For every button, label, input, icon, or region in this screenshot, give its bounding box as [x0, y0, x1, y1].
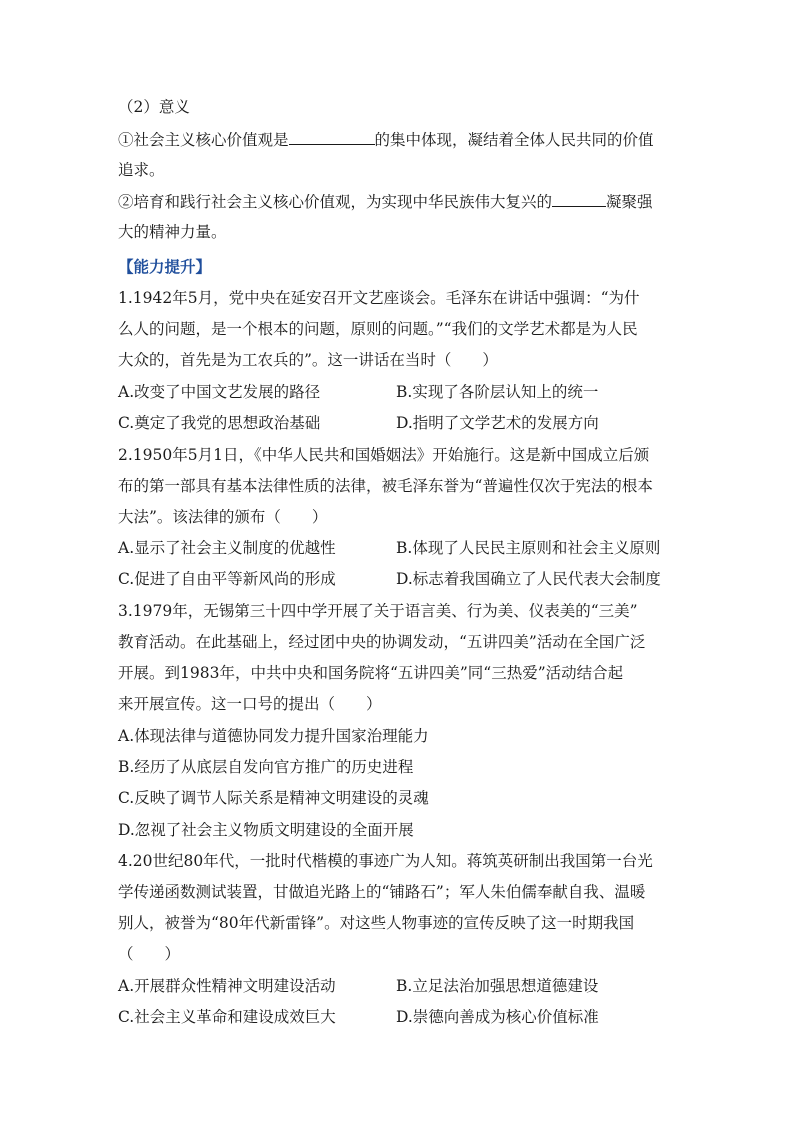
question-1-line-2: 么人的问题，是一个根本的问题，原则的问题。”“我们的文学艺术都是为人民 [118, 320, 638, 338]
question-4-line-1: 4.20世纪80年代，一批时代楷模的事迹广为人知。蒋筑英研制出我国第一台光 [118, 852, 653, 870]
item-2-text-before: ②培育和践行社会主义核心价值观，为实现中华民族伟大复兴的 [118, 193, 553, 211]
question-1-option-b[interactable]: B.实现了各阶层认知上的统一 [396, 383, 599, 401]
item-1-line-2: 追求。 [118, 161, 165, 179]
question-4-option-a[interactable]: A.开展群众性精神文明建设活动 [118, 977, 336, 995]
question-4-options-row-1 [118, 976, 678, 996]
question-2-option-a[interactable]: A.显示了社会主义制度的优越性 [118, 539, 336, 557]
question-4-line-3: 别人，被誉为“80年代新雷锋”。对这些人物事迹的宣传反映了这一时期我国 [118, 914, 635, 932]
question-2-line-3: 大法”。该法律的颁布（ ） [118, 508, 328, 526]
question-2-line-2: 布的第一部具有基本法律性质的法律，被毛泽东誉为“普遍性仅次于宪法的根本 [118, 477, 653, 495]
fill-blank-1[interactable] [289, 130, 375, 145]
section-heading-significance: （2）意义 [118, 98, 190, 116]
question-3-line-2: 教育活动。在此基础上，经过团中央的协调发动，“五讲四美”活动在全国广泛 [118, 633, 646, 651]
question-2-option-b[interactable]: B.体现了人民民主原则和社会主义原则 [396, 539, 661, 557]
question-2-line-1: 2.1950年5月1日，《中华人民共和国婚姻法》开始施行。这是新中国成立后颁 [118, 446, 650, 464]
question-4-option-b[interactable]: B.立足法治加强思想道德建设 [396, 977, 599, 995]
item-2-line-1 [118, 192, 678, 212]
question-3-option-a[interactable]: A.体现法律与道德协同发力提升国家治理能力 [118, 727, 429, 745]
question-3-option-c[interactable]: C.反映了调节人际关系是精神文明建设的灵魂 [118, 789, 429, 807]
question-1-options-row-2 [118, 413, 678, 433]
question-4-option-d[interactable]: D.崇德向善成为核心价值标准 [396, 1008, 599, 1026]
question-2-option-c[interactable]: C.促进了自由平等新风尚的形成 [118, 570, 336, 588]
question-3-line-1: 3.1979年，无锡第三十四中学开展了关于语言美、行为美、仪表美的“三美” [118, 602, 638, 620]
question-1-options-row-1 [118, 382, 678, 402]
question-4-line-2: 学传递函数测试装置，甘做追光路上的“铺路石”；军人朱伯儒奉献自我、温暖 [118, 883, 646, 901]
question-1-option-c[interactable]: C.奠定了我党的思想政治基础 [118, 414, 321, 432]
ability-heading: 【能力提升】 [118, 257, 212, 276]
item-1-text-before: ①社会主义核心价值观是 [118, 131, 289, 149]
question-2-options-row-1 [118, 538, 678, 558]
question-1-line-3: 大众的，首先是为工农兵的”。这一讲话在当时（ ） [118, 351, 498, 369]
item-2-text-after: 凝聚强 [606, 193, 653, 211]
item-1-text-after: 的集中体现，凝结着全体人民共同的价值 [374, 131, 654, 149]
question-2-options-row-2 [118, 569, 678, 589]
question-4-option-c[interactable]: C.社会主义革命和建设成效巨大 [118, 1008, 336, 1026]
question-4-line-4: （ ） [118, 945, 181, 963]
question-3-option-d[interactable]: D.忽视了社会主义物质文明建设的全面开展 [118, 821, 414, 839]
item-1-line-1 [118, 130, 678, 150]
question-1-option-a[interactable]: A.改变了中国文艺发展的路径 [118, 383, 321, 401]
question-3-line-4: 来开展宣传。这一口号的提出（ ） [118, 695, 382, 713]
question-2-option-d[interactable]: D.标志着我国确立了人民代表大会制度 [396, 570, 661, 588]
item-2-line-2: 大的精神力量。 [118, 223, 227, 241]
question-1-option-d[interactable]: D.指明了文学艺术的发展方向 [396, 414, 599, 432]
question-1-line-1: 1.1942年5月，党中央在延安召开文艺座谈会。毛泽东在讲话中强调：“为什 [118, 289, 640, 307]
question-3-option-b[interactable]: B.经历了从底层自发向官方推广的历史进程 [118, 758, 414, 776]
question-4-options-row-2 [118, 1007, 678, 1027]
fill-blank-2[interactable] [552, 192, 606, 207]
question-3-line-3: 开展。到1983年，中共中央和国务院将“五讲四美”同“三热爱”活动结合起 [118, 664, 624, 682]
